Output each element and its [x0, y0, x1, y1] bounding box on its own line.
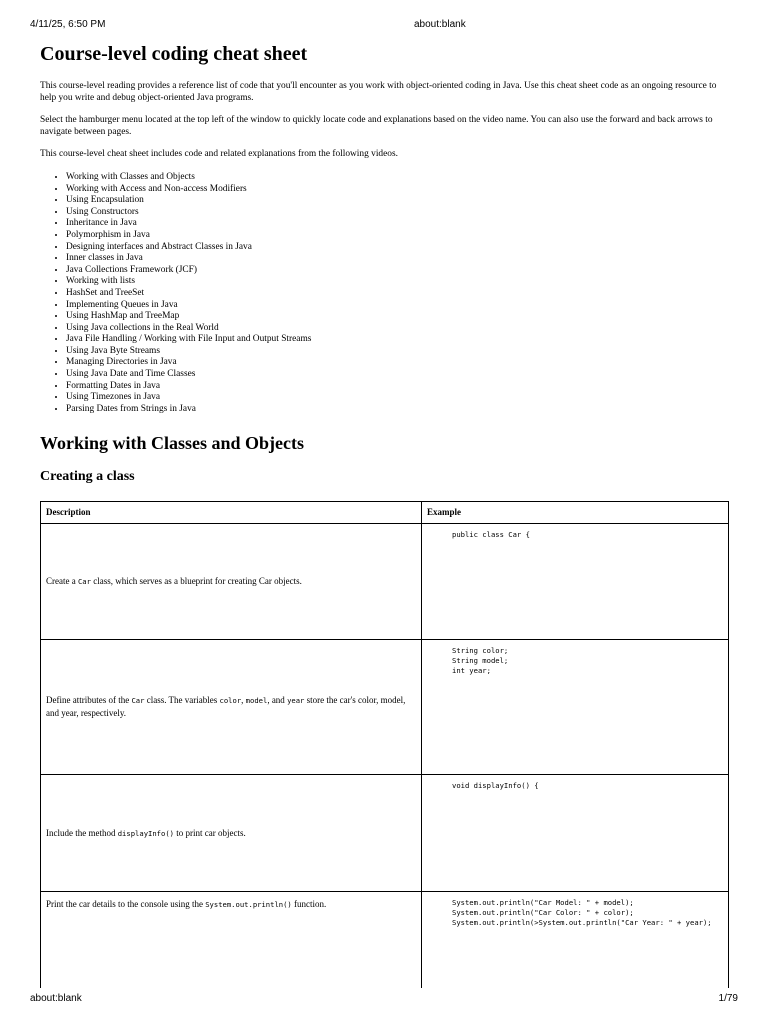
- section-heading: Working with Classes and Objects: [40, 433, 305, 454]
- video-list-item: • Working with Classes and Objects: [66, 172, 730, 184]
- video-list-item: • Using Encapsulation: [66, 195, 730, 207]
- inline-code: model: [245, 696, 268, 706]
- code-block: String color; String model; int year;: [452, 646, 509, 676]
- video-list-item: • Using Timezones in Java: [66, 392, 730, 404]
- video-list-item: • Working with Access and Non-access Modifiers: [66, 184, 730, 196]
- intro-paragraph: This course-level reading provides a reference list of code that you'll encounter as you work with object-oriented coding in Java. Use this cheat sheet code as an ongoing resource to help you write and debug object-oriented Java programs.: [40, 81, 717, 103]
- subsection-heading: Creating a class: [40, 469, 135, 485]
- intro-paragraph: Select the hamburger menu located at the top left of the window to quickly locate code and explanations based on the video name. You can also use the forward and back arrows to navigate between pages.: [40, 115, 713, 137]
- code-block: void displayInfo() {: [452, 781, 539, 791]
- code-block: System.out.println("Car Model: " + model); System.out.println("Car Color: " + color); System.out.println(>System.out.println("Car Year: " + year);: [452, 898, 712, 928]
- video-list-item: • HashSet and TreeSet: [66, 288, 730, 300]
- footer-url: about:blank: [30, 993, 82, 1004]
- table-header-row: [41, 502, 729, 524]
- print-url: about:blank: [414, 19, 466, 30]
- video-list-item: • Using Java Byte Streams: [66, 346, 730, 358]
- video-list-item: • Managing Directories in Java: [66, 357, 730, 369]
- video-list-item: • Inheritance in Java: [66, 218, 730, 230]
- video-list-item: • Java Collections Framework (JCF): [66, 265, 730, 277]
- row-example: [422, 524, 729, 640]
- inline-code: Car: [131, 696, 145, 706]
- print-footer: [30, 993, 738, 1007]
- video-list-item: • Using HashMap and TreeMap: [66, 311, 730, 323]
- inline-code: color: [219, 696, 242, 706]
- inline-code: Car: [77, 577, 91, 587]
- document-content: [40, 40, 730, 988]
- page-title: Course-level coding cheat sheet: [40, 43, 308, 65]
- row-example: [422, 892, 729, 988]
- example-column-header: Example: [422, 502, 729, 524]
- video-list-item: • Using Java collections in the Real World: [66, 323, 730, 335]
- row-example: [422, 640, 729, 775]
- row-description: Create a Car class, which serves as a blueprint for creating Car objects.: [41, 524, 422, 640]
- row-description: Print the car details to the console using the System.out.println() function.: [41, 892, 422, 988]
- row-description: Include the method displayInfo() to print car objects.: [41, 775, 422, 892]
- print-date: 4/11/25, 6:50 PM: [30, 19, 106, 30]
- inline-code: displayInfo(): [117, 828, 174, 838]
- video-list-item: • Inner classes in Java: [66, 253, 730, 265]
- code-reference-table: [40, 501, 729, 988]
- video-list-item: • Formatting Dates in Java: [66, 381, 730, 393]
- video-list-item: • Using Java Date and Time Classes: [66, 369, 730, 381]
- video-list-item: • Polymorphism in Java: [66, 230, 730, 242]
- table-row: [41, 775, 729, 892]
- video-list-item: • Parsing Dates from Strings in Java: [66, 404, 730, 416]
- row-description: Define attributes of the Car class. The variables color, model, and year store the car's color, model, and year, respectively.: [41, 640, 422, 775]
- video-list-item: • Designing interfaces and Abstract Classes in Java: [66, 242, 730, 254]
- table-row: [41, 524, 729, 640]
- code-block: public class Car {: [452, 530, 530, 540]
- video-list-item: • Implementing Queues in Java: [66, 300, 730, 312]
- video-list-item: • Java File Handling / Working with File Input and Output Streams: [66, 334, 730, 346]
- table-row: [41, 892, 729, 988]
- intro-paragraph: This course-level cheat sheet includes code and related explanations from the following videos.: [40, 149, 398, 160]
- video-list-item: • Using Constructors: [66, 207, 730, 219]
- row-example: [422, 775, 729, 892]
- inline-code: System.out.println(): [205, 900, 292, 910]
- description-column-header: Description: [41, 502, 422, 524]
- video-list-item: • Working with lists: [66, 276, 730, 288]
- page-number: 1/79: [718, 993, 738, 1004]
- table-row: [41, 640, 729, 775]
- video-list: [40, 172, 730, 415]
- inline-code: year: [287, 696, 305, 706]
- print-header: [30, 19, 738, 33]
